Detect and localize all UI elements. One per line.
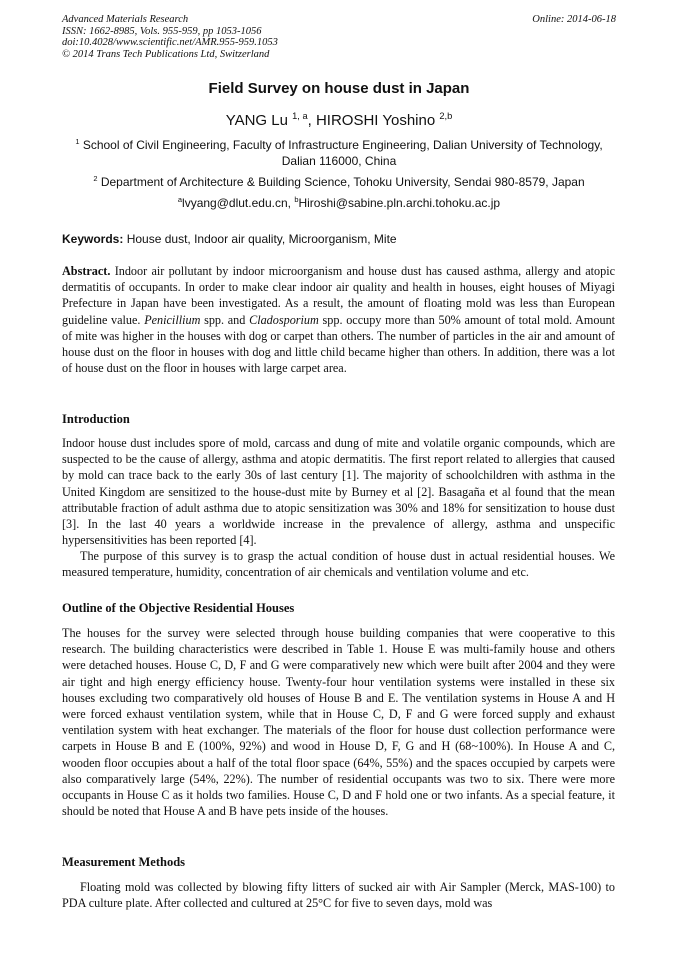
email-separator: ,	[287, 196, 295, 210]
author-2: HIROSHI Yoshino	[315, 112, 436, 129]
outline-paragraph: The houses for the survey were selected through house building companies that were cooperative to this research. The building characteristics were described in Table 1. House E was multi-family house and others were detached houses. House C, D, F and G were comparatively new which were built after 2004 and they were air tight and high energy efficiency house. Twenty-four hour ventilation systems were installed in these six houses excluding two comparatively old houses of House B and E. The ventilation systems in House A and H were forced exhaust ventilation system, while that in House C, D, F and G were forced supply and exhaust ventilation system with heat exchanger. The materials of the floor for house dust collection performance were carpets in House B and E (100%, 92%) and wood in House D, F, G and H (68~100%). In House A and C, wooden floor occupies about a half of the total floor space (64%, 55%) and the spaces occupied by carpets were also comparatively large (54%, 22%). The number of residential occupants was two to six. There were more occupants in House C as it holds two families. House C, D and F hold one or two infants. As a special feature, it should be noted that House A and B have pets inside of the houses.	[62, 626, 615, 819]
abstract-text-1: Indoor air pollutant by indoor microorganism and house dust has caused asthma, allergy and atopic dermatitis of occupants. In order to make clear indoor air quality and health in houses, eight houses of Miyagi Prefecture in Japan have been investigated. As a result, the amount of floating mold was less than European guideline value.	[62, 264, 616, 327]
introduction-paragraph-2: The purpose of this survey is to grasp the actual condition of house dust in actual residential houses. We measured temperature, humidity, concentration of air chemicals and ventilation volume and etc.	[62, 549, 615, 580]
doi-line: doi:10.4028/www.scientific.net/AMR.955-959.1053	[62, 37, 278, 48]
abstract-taxon-cladosporium: Cladosporium	[249, 312, 319, 327]
abstract-paragraph	[62, 263, 615, 376]
affiliation-1	[62, 137, 616, 169]
keywords-text: House dust, Indoor air quality, Microorganism, Mite	[126, 232, 397, 246]
abstract-label: Abstract.	[62, 264, 111, 278]
email-b-mark: b	[294, 195, 299, 204]
online-date: Online: 2014-06-18	[532, 14, 616, 25]
author-line	[0, 112, 678, 129]
methods-paragraph: Floating mold was collected by blowing fifty litters of sucked air with Air Sampler (Merck, MAS-100) to PDA culture plate. After collected and cultured at 25°C for five to seven days, mold was	[62, 880, 615, 911]
author-1: YANG Lu	[225, 112, 288, 129]
journal-name: Advanced Materials Research	[62, 14, 189, 25]
email-a[interactable]: lvyang@dlut.edu.cn	[182, 196, 288, 210]
email-line	[0, 196, 678, 210]
introduction-paragraph-1: Indoor house dust includes spore of mold, carcass and dung of mite and volatile organic compounds, which are suspected to be the cause of allergy, asthma and atopic dermatitis. The first report related to allergies that caused by mold can trace back to the early 30s of last century [1]. The majority of schoolchildren with asthma in the United Kingdom are sensitized to the house-dust mite by Burney et al [2]. Basagaña et al found that the mean attributable fraction of adult asthma due to atopic sensitization was 30% and 18% for sensitization to house dust [3]. In the last 40 years a worldwide increase in the prevalence of allergy, asthma and unspecific hypersensitivities has been reported [4].	[62, 436, 615, 548]
author-1-affiliation-mark: 1, a	[292, 111, 308, 121]
introduction-heading: Introduction	[62, 412, 130, 426]
affiliation-2-text: Department of Architecture & Building Science, Tohoku University, Sendai 980-8579, Japan	[100, 175, 585, 189]
affiliation-2	[62, 174, 616, 190]
issn-line: ISSN: 1662-8985, Vols. 955-959, pp 1053-1056	[62, 25, 262, 37]
abstract-taxon-penicillium: Penicillium	[144, 312, 201, 327]
copyright-line: © 2014 Trans Tech Publications Ltd, Switzerland	[62, 48, 270, 60]
author-2-affiliation-mark: 2,b	[439, 111, 453, 121]
keywords	[62, 232, 616, 246]
affiliation-2-mark: 2	[93, 174, 98, 183]
affiliation-1-mark: 1	[75, 137, 80, 146]
methods-heading: Measurement Methods	[62, 855, 186, 869]
keywords-label: Keywords:	[62, 232, 124, 246]
author-separator: ,	[307, 112, 316, 129]
email-b[interactable]: Hiroshi@sabine.pln.archi.tohoku.ac.jp	[298, 196, 501, 210]
abstract-text-3: spp. occupy more than 50% amount of total mold. Amount of mite was higher in the houses with dog or carpet than others. The number of particles in the air and amount of house dust on the floor in houses with dog and little child became higher than others. In addition, there was a lot of house dust on the floor in houses with large carpet area.	[62, 312, 616, 376]
outline-heading: Outline of the Objective Residential Houses	[62, 601, 295, 615]
abstract-text-2: spp. and	[204, 312, 246, 327]
affiliation-1-text: School of Civil Engineering, Faculty of Infrastructure Engineering, Dalian University of Technology, Dalian 116000, China	[82, 138, 603, 168]
email-a-mark: a	[177, 195, 183, 204]
journal-header	[62, 14, 616, 60]
paper-title: Field Survey on house dust in Japan	[208, 80, 470, 97]
